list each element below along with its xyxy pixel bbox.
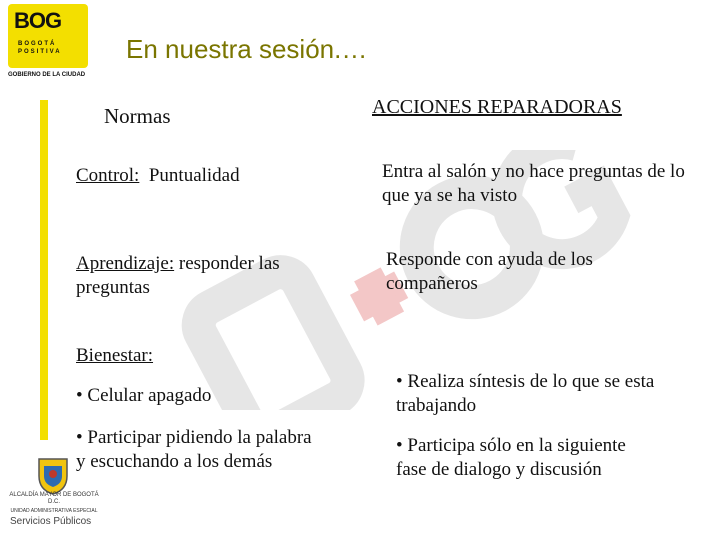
accion-3: • Realiza síntesis de lo que se esta trabajando <box>396 371 655 416</box>
accion-2: Responde con ayuda de los compañeros <box>386 249 593 294</box>
aprendizaje-text: responder las preguntas <box>76 253 280 298</box>
normas-heading: Normas <box>104 104 171 128</box>
logo-text: BOG <box>14 8 62 33</box>
coat-of-arms-icon <box>36 456 70 496</box>
accent-bar <box>40 100 48 440</box>
logo-subtitle: BOGOTÁ POSITIVA <box>18 41 62 55</box>
page-title: En nuestra sesión.… <box>126 34 368 64</box>
logo-caption: GOBIERNO DE LA CIUDAD <box>8 72 86 78</box>
unidad-text: UNIDAD ADMINISTRATIVA ESPECIAL <box>10 508 98 514</box>
bienestar-item <box>76 344 153 368</box>
bienestar-label: Bienestar: <box>76 345 154 366</box>
accion-4: • Participa sólo en la siguiente fase de dialogo y discusión <box>396 435 626 480</box>
aprendizaje-label: Aprendizaje: <box>76 253 175 274</box>
control-text: Puntualidad <box>148 165 240 186</box>
acciones-heading: ACCIONES REPARADORAS <box>372 96 622 118</box>
bienestar-bullet-1: • Celular apagado <box>76 385 212 406</box>
accion-1: Entra al salón y no hace preguntas de lo que ya se ha visto <box>382 161 685 206</box>
alcaldia-text: ALCALDÍA MAYOR DE BOGOTÁ D.C. <box>9 492 99 505</box>
aprendizaje-item <box>76 252 332 300</box>
servicios-publicos-text: Servicios Públicos <box>10 516 92 527</box>
control-item <box>76 164 240 188</box>
bienestar-bullet-2: • Participar pidiendo la palabra y escuchando a los demás <box>76 427 312 472</box>
control-label: Control: <box>76 165 140 186</box>
